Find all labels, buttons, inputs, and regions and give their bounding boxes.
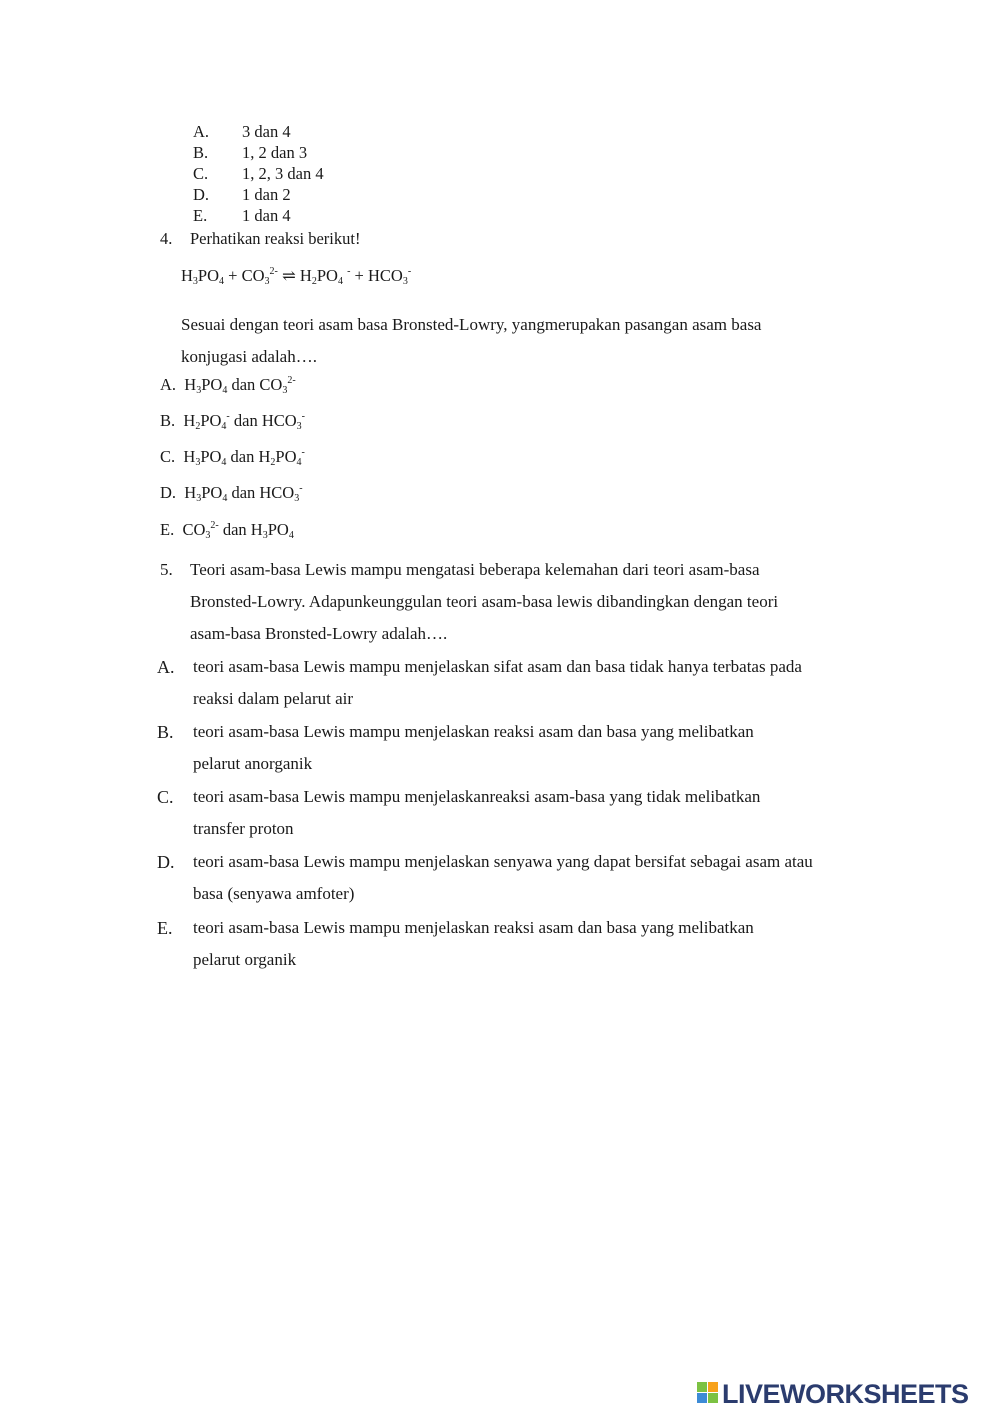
- q5-text-line-3: asam-basa Bronsted-Lowry adalah….: [190, 624, 448, 643]
- q5-text-line-1: Teori asam-basa Lewis mampu mengatasi beberapa kelemahan dari teori asam-basa: [190, 560, 760, 579]
- q5-text-line-2: Bronsted-Lowry. Adapunkeunggulan teori asam-basa lewis dibandingkan dengan teori: [190, 592, 779, 611]
- q5-option-text-e-2: pelarut organik: [193, 950, 297, 969]
- liveworksheets-logo-mark: [697, 1382, 719, 1406]
- q5-option-text-d-2: basa (senyawa amfoter): [193, 884, 355, 903]
- q4-option-e[interactable]: E. $CO_3^{2-}$ dan $H_3PO_4$: [160, 520, 294, 541]
- q5-number: 5.: [160, 560, 173, 579]
- q3-option-letter-c: C.: [193, 164, 209, 183]
- q5-option-text-c-2: transfer proton: [193, 819, 294, 838]
- q4-prompt: Perhatikan reaksi berikut!: [190, 229, 361, 248]
- q5-option-text-a-2: reaksi dalam pelarut air: [193, 689, 354, 708]
- q3-option-letter-e: E.: [193, 206, 208, 225]
- q4-text-line-1: Sesuai dengan teori asam basa Bronsted-Lowry, yangmerupakan pasangan asam basa: [181, 315, 762, 334]
- q5-option-letter-b: B.: [157, 722, 174, 742]
- q5-option-text-e-1: teori asam-basa Lewis mampu menjelaskan reaksi asam dan basa yang melibatkan: [193, 918, 754, 937]
- q3-option-letter-b: B.: [193, 143, 209, 162]
- q5-option-text-d-1: teori asam-basa Lewis mampu menjelaskan senyawa yang dapat bersifat sebagai asam atau: [193, 852, 813, 871]
- q5-option-letter-a: A.: [157, 657, 175, 677]
- q5-option-text-c-1: teori asam-basa Lewis mampu menjelaskanreaksi asam-basa yang tidak melibatkan: [193, 787, 761, 806]
- liveworksheets-logo: [697, 1378, 969, 1410]
- q5-option-text-a-1: teori asam-basa Lewis mampu menjelaskan sifat asam dan basa tidak hanya terbatas pada: [193, 657, 802, 676]
- q4-reaction-equation: $H_3PO_4 + CO_3^{2-}$ ⇌ $H_2PO_4$ $^- + HCO_3^-$: [181, 266, 412, 287]
- q5-option-text-b-2: pelarut anorganik: [193, 754, 313, 773]
- q3-option-letter-a: A.: [193, 122, 210, 141]
- q5-option-letter-e: E.: [157, 918, 173, 938]
- q5-option-text-b-1: teori asam-basa Lewis mampu menjelaskan reaksi asam dan basa yang melibatkan: [193, 722, 754, 741]
- q3-option-text-d: 1 dan 2: [242, 185, 291, 204]
- q3-option-letter-d: D.: [193, 185, 210, 204]
- q3-option-text-c: 1, 2, 3 dan 4: [242, 164, 324, 183]
- q3-option-text-a: 3 dan 4: [242, 122, 291, 141]
- q4-number: 4.: [160, 229, 173, 248]
- q4-option-b[interactable]: B. $H_2PO_4^-$ dan $HCO_3^-$: [160, 411, 306, 432]
- q4-text-line-2: konjugasi adalah….: [181, 347, 317, 366]
- q5-option-letter-c: C.: [157, 787, 174, 807]
- q5-option-letter-d: D.: [157, 852, 175, 872]
- q3-option-text-e: 1 dan 4: [242, 206, 291, 225]
- q4-option-d[interactable]: D. $H_3PO_4$ dan $HCO_3^-$: [160, 483, 303, 504]
- q4-option-c[interactable]: C. $H_3PO_4$ dan $H_2PO_4^-$: [160, 447, 305, 468]
- liveworksheets-logo-text: LIVEWORKSHEETS: [722, 1378, 969, 1409]
- q3-option-text-b: 1, 2 dan 3: [242, 143, 308, 162]
- q4-option-a[interactable]: A. $H_3PO_4$ dan $CO_3^{2-}$: [160, 375, 296, 396]
